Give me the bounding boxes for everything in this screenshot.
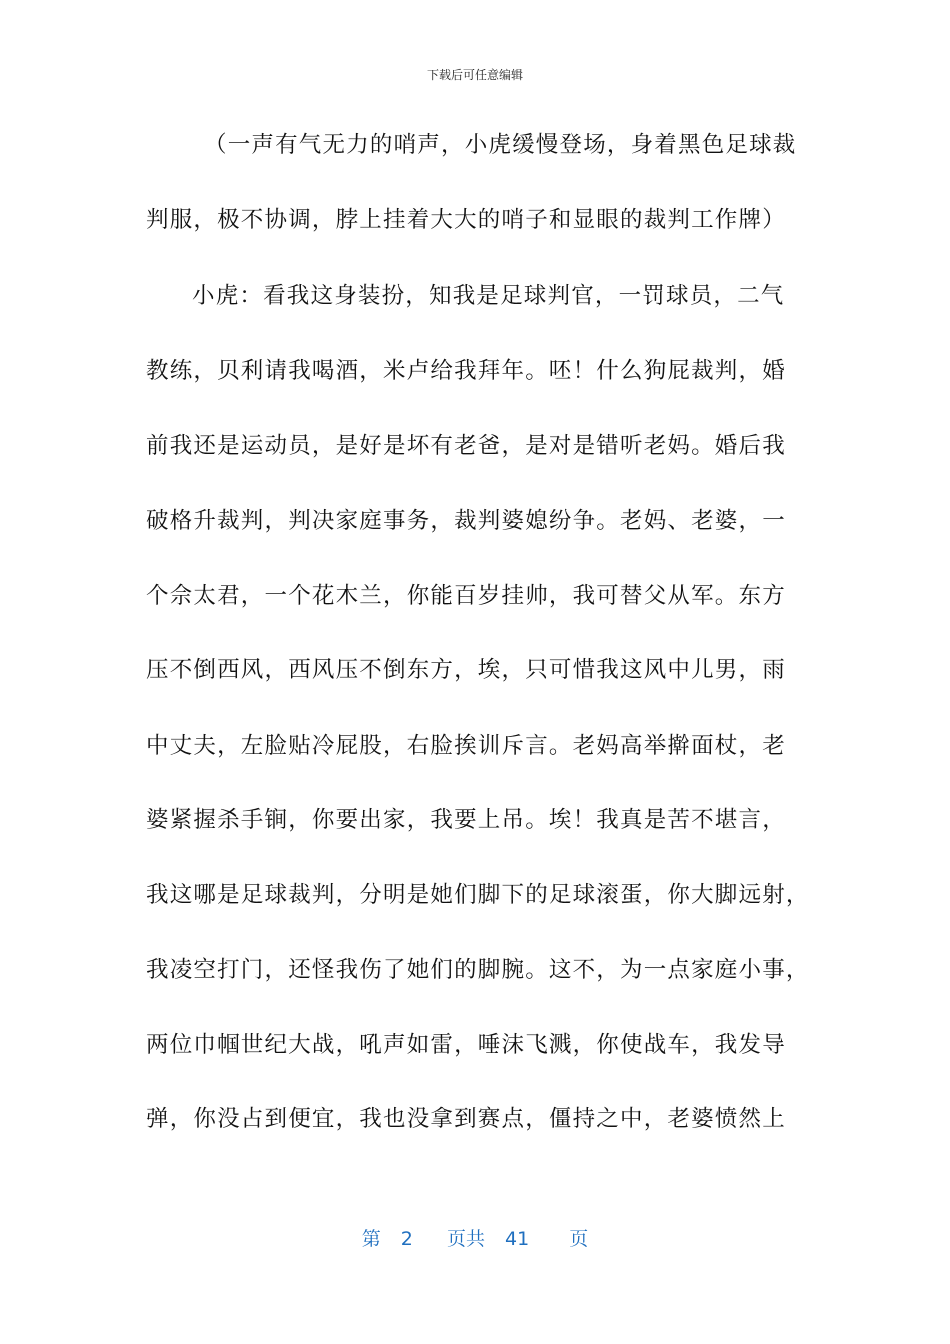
- footer-total-label: 页共: [446, 1228, 485, 1250]
- footer-total-pages: 41: [505, 1228, 530, 1250]
- text-line: 我这哪是足球裁判，分明是她们脚下的足球滚蛋，你大脚远射，: [146, 882, 810, 908]
- text-line: 教练，贝利请我喝酒，米卢给我拜年。呸！什么狗屁裁判，婚: [146, 358, 786, 384]
- text-line: 我凌空打门，还怪我伤了她们的脚腕。这不，为一点家庭小事，: [146, 957, 810, 983]
- footer-page-number: 2: [400, 1228, 413, 1250]
- page-footer: [0, 1226, 950, 1252]
- text-line: 弹，你没占到便宜，我也没拿到赛点，僵持之中，老婆愤然上: [146, 1106, 786, 1132]
- text-line: 前我还是运动员，是好是坏有老爸，是对是错听老妈。婚后我: [146, 433, 786, 459]
- page-header-note: 下载后可任意编辑: [426, 68, 523, 82]
- text-line: 压不倒西风，西风压不倒东方，埃，只可惜我这风中儿男，雨: [146, 657, 786, 683]
- text-line: 婆紧握杀手锏，你要出家，我要上吊。埃！我真是苦不堪言，: [146, 807, 786, 833]
- text-line: 判服，极不协调，脖上挂着大大的哨子和显眼的裁判工作牌）: [146, 207, 786, 233]
- footer-page-suffix: 页: [569, 1228, 589, 1250]
- text-line: 小虎：看我这身装扮，知我是足球判官，一罚球员，二气: [192, 283, 785, 309]
- footer-page-label: 第: [361, 1228, 381, 1250]
- text-line: 中丈夫，左脸贴冷屁股，右脸挨训斥言。老妈高举擀面杖，老: [146, 733, 786, 759]
- text-line: 两位巾帼世纪大战，吼声如雷，唾沫飞溅，你使战车，我发导: [146, 1032, 786, 1058]
- text-line: （一声有气无力的哨声，小虎缓慢登场，身着黑色足球裁: [204, 132, 797, 158]
- text-line: 破格升裁判，判决家庭事务，裁判婆媳纷争。老妈、老婆，一: [146, 508, 786, 534]
- text-line: 个佘太君，一个花木兰，你能百岁挂帅，我可替父从军。东方: [146, 583, 786, 609]
